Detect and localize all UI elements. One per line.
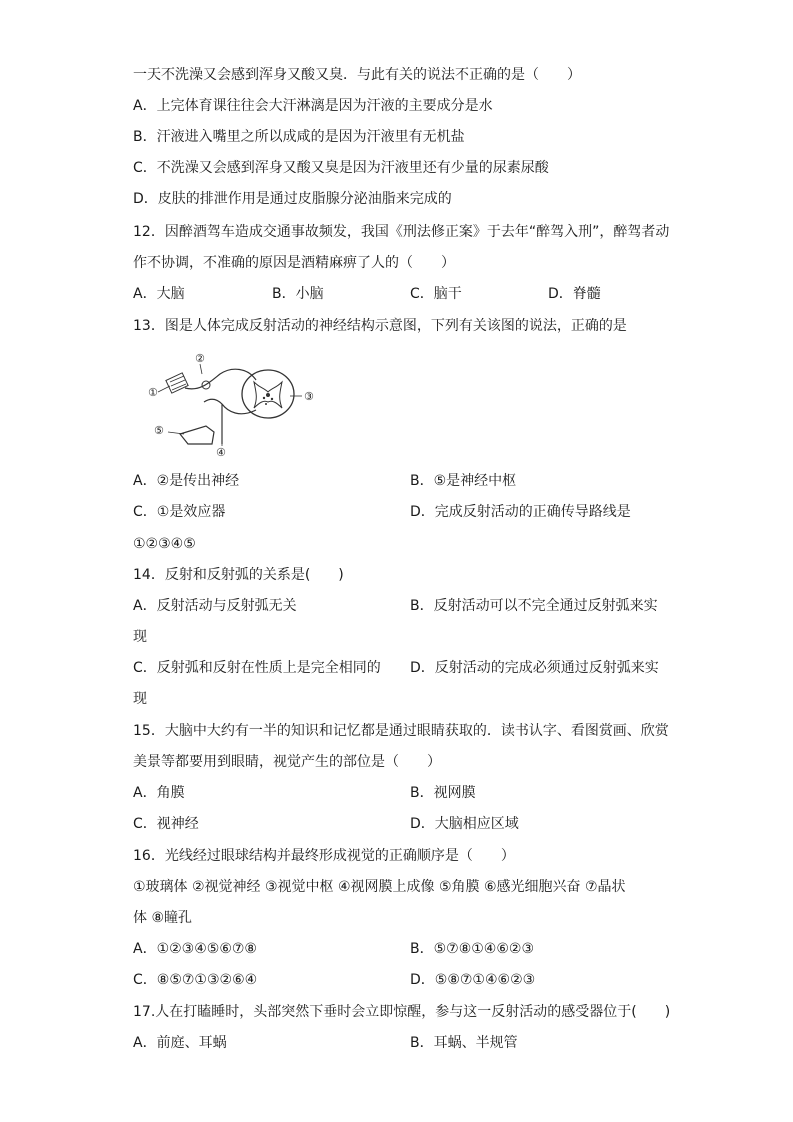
q14-option-d: D．反射活动的完成必须通过反射弧来实 — [410, 660, 659, 676]
q16-stem: 16．光线经过眼球结构并最终形成视觉的正确顺序是（ ） — [133, 848, 515, 864]
figure-label-3: ③ — [304, 390, 314, 403]
q14-option-b: B．反射活动可以不完全通过反射弧来实 — [410, 598, 658, 614]
afferent-nerve-path — [185, 369, 256, 389]
q17-option-a: A．前庭、耳蜗 — [133, 1035, 227, 1051]
q15-option-c: C．视神经 — [133, 816, 199, 832]
q12-option-b: B．小脑 — [272, 286, 324, 302]
q14-option-a: A．反射活动与反射弧无关 — [133, 598, 297, 614]
q11-stem: 一天不洗澡又会感到浑身又酸又臭．与此有关的说法不正确的是（ ） — [133, 67, 581, 83]
q13-option-b: B．⑤是神经中枢 — [410, 473, 517, 489]
q15-option-a: A．角膜 — [133, 785, 185, 801]
q16-items-line1: ①玻璃体 ②视觉神经 ③视觉中枢 ④视网膜上成像 ⑤角膜 ⑥感光细胞兴奋 ⑦晶状 — [133, 879, 626, 895]
figure-label-1: ① — [148, 386, 158, 399]
q11-option-c: C．不洗澡又会感到浑身又酸又臭是因为汗液里还有少量的尿素尿酸 — [133, 160, 549, 176]
q11-option-a: A．上完体育课往往会大汗淋漓是因为汗液的主要成分是水 — [133, 98, 493, 114]
q16-items-line2: 体 ⑧瞳孔 — [133, 910, 193, 926]
q15-option-b: B．视网膜 — [410, 785, 476, 801]
figure-label-5: ⑤ — [154, 424, 164, 437]
figure-label-2: ② — [195, 352, 205, 365]
q17-stem: 17.人在打瞌睡时，头部突然下垂时会立即惊醒，参与这一反射活动的感受器位于( ) — [133, 1004, 671, 1020]
q13-option-c: C．①是效应器 — [133, 504, 226, 520]
q11-option-b: B．汗液进入嘴里之所以成咸的是因为汗液里有无机盐 — [133, 129, 465, 145]
q12-stem-line1: 12．因醉酒驾车造成交通事故频发，我国《刑法修正案》于去年“醉驾入刑”，醉驾者动 — [133, 224, 670, 240]
q16-option-c: C．⑧⑤⑦①③②⑥④ — [133, 972, 258, 988]
efferent-nerve-path — [204, 399, 256, 414]
q12-option-c: C．脑干 — [410, 286, 462, 302]
spinal-cord-shape — [242, 370, 294, 418]
q16-option-d: D．⑤⑧⑦①④⑥②③ — [410, 972, 536, 988]
q12-stem-line2: 作不协调，不准确的原因是酒精麻痹了人的（ ） — [133, 255, 455, 271]
q17-option-b: B．耳蜗、半规管 — [410, 1035, 518, 1051]
q13-option-a: A．②是传出神经 — [133, 473, 240, 489]
q12-option-a: A．大脑 — [133, 286, 185, 302]
q12-option-d: D．脊髓 — [548, 286, 601, 302]
q14-option-b-continued: 现 — [133, 629, 147, 645]
q11-option-d: D．皮肤的排泄作用是通过皮脂腺分泌油脂来完成的 — [133, 191, 452, 207]
effector-muscle-shape — [180, 426, 214, 444]
q15-stem-line1: 15．大脑中大约有一半的知识和记忆都是通过眼睛获取的．读书认字、看图赏画、欣赏 — [133, 723, 669, 739]
q14-stem: 14．反射和反射弧的关系是( ) — [133, 567, 344, 583]
q16-option-b: B．⑤⑦⑧①④⑥②③ — [410, 941, 535, 957]
figure-label-4: ④ — [216, 446, 226, 457]
q16-option-a: A．①②③④⑤⑥⑦⑧ — [133, 941, 257, 957]
reflex-arc-diagram — [140, 352, 330, 457]
receptor-skin-shape — [166, 373, 188, 393]
q15-stem-line2: 美景等都要用到眼睛，视觉产生的部位是（ ） — [133, 754, 441, 770]
q14-option-c: C．反射弧和反射在性质上是完全相同的 — [133, 660, 381, 676]
q13-option-d-continued: ①②③④⑤ — [133, 536, 196, 552]
q13-stem: 13．图是人体完成反射活动的神经结构示意图，下列有关该图的说法，正确的是 — [133, 318, 627, 334]
q15-option-d: D．大脑相应区域 — [410, 816, 519, 832]
q14-option-d-continued: 现 — [133, 691, 147, 707]
q13-option-d: D．完成反射活动的正确传导路线是 — [410, 504, 631, 520]
